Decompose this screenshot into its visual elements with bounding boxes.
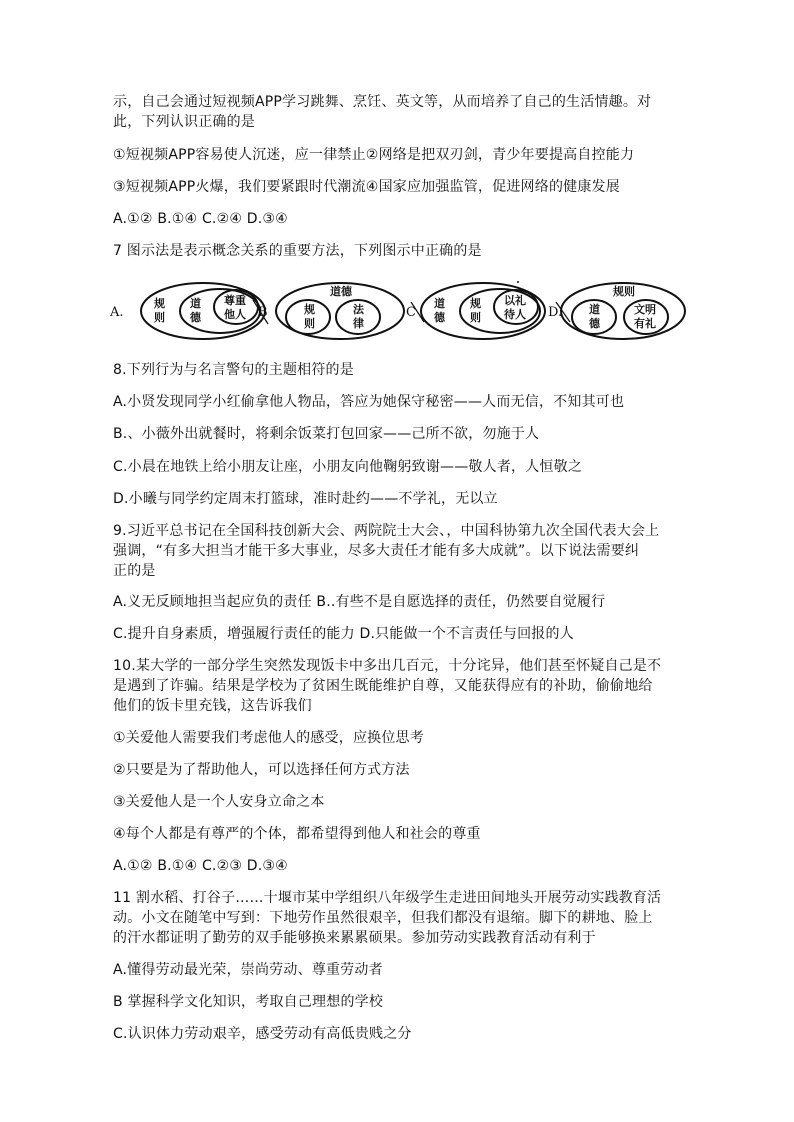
- line-1: 此，下列认识正确的是: [113, 114, 255, 130]
- diagram-a-inner-1: 尊重: [224, 294, 246, 307]
- diagram-a-outer-1: 规: [154, 297, 165, 310]
- line-29: C.认识体力劳动艰辛，感受劳动有高低贵贱之分: [113, 1026, 412, 1042]
- diagram-a-option: A.: [110, 305, 124, 320]
- diagram-b: [258, 283, 404, 339]
- diagram-b-left-1: 规: [304, 303, 315, 316]
- line-22: ④每个人都是有尊严的个体，都希望得到他人和社会的尊重: [113, 826, 481, 842]
- line-4: A.①② B.①④ C.②④ D.③④: [113, 211, 288, 227]
- line-10: D.小曦与同学约定周末打篮球，准时赴约——不学礼，无以立: [113, 491, 498, 507]
- diagram-a-middle-2: 德: [190, 311, 201, 324]
- line-25: 动。小文在随笔中写到：下地劳作虽然很艰辛，但我们都没有退缩。脚下的耕地、脸上: [113, 910, 653, 926]
- diagram-d-left-1: 道: [589, 303, 600, 316]
- diagram-d-option: D.: [548, 305, 563, 320]
- diagram-a: [109, 283, 268, 339]
- line-8: B.、小薇外出就餐时，将剩余饭菜打包回家——己所不欲，勿施于人: [113, 426, 540, 442]
- diagram-d-right-1: 文明: [634, 303, 656, 316]
- line-28: B 掌握科学文化知识，考取自己理想的学校: [113, 994, 384, 1010]
- diagram-a-inner-2: 他人: [224, 308, 246, 321]
- diagram-c-outer-2: 德: [434, 311, 445, 324]
- diagram-d-right-2: 有礼: [634, 317, 656, 330]
- diagram-b-option: B: [258, 305, 268, 320]
- line-21: ③关爱他人是一个人安身立命之本: [113, 794, 325, 810]
- diagram-b-right-1: 法: [353, 303, 364, 316]
- line-18: 他们的饭卡里充钱，这告诉我们: [113, 698, 312, 714]
- diagram-a-outer-2: 则: [154, 311, 165, 324]
- line-16: 10.某大学的一部分学生突然发现饭卡中多出几百元，十分诧异，他们甚至怀疑自己是不: [113, 658, 662, 674]
- line-9: C.小晨在地铁上给小朋友让座，小朋友向他鞠躬致谢——敬人者，人恒敬之: [113, 459, 583, 475]
- diagram-b-right-2: 律: [353, 317, 364, 330]
- concept-diagrams: [108, 278, 688, 344]
- diagram-d: [548, 283, 685, 339]
- line-26: 的汗水都证明了勤劳的双手能够换来累累硕果。参加劳动实践教育活动有利于: [113, 930, 596, 946]
- diagram-c-middle-2: 则: [470, 311, 481, 324]
- diagram-c-middle-1: 规: [470, 297, 481, 310]
- line-3: ③短视频APP火爆，我们要紧跟时代潮流④国家应加强监管，促进网络的健康发展: [113, 179, 620, 195]
- line-5: 7 图示法是表示概念关系的重要方法，下列图示中正确的是: [113, 243, 482, 259]
- line-6: 8.下列行为与名言警句的主题相符的是: [113, 362, 354, 378]
- line-23: A.①② B.①④ C.②③ D.③④: [113, 858, 288, 874]
- diagram-d-outer: 规则: [613, 285, 635, 298]
- line-24: 11 割水稻、打谷子……十堰市某中学组织八年级学生走进田间地头开展劳动实践教育活: [113, 890, 662, 906]
- diagram-b-left-2: 则: [304, 317, 315, 330]
- line-14: A.义无反顾地担当起应负的责任 B..有些不是自愿选择的责任，仍然要自觉履行: [113, 594, 606, 610]
- line-15: C.提升自身素质，增强履行责任的能力 D.只能做一个不言责任与回报的人: [113, 626, 574, 642]
- line-2: ①短视频APP容易使人沉迷，应一律禁止②网络是把双刃剑，青少年要提高自控能力: [113, 147, 635, 163]
- diagram-b-outer: 道德: [330, 285, 352, 298]
- diagram-d-left-2: 德: [589, 317, 600, 330]
- line-19: ①关爱他人需要我们考虑他人的感受，应换位思考: [113, 730, 424, 746]
- diagram-c-inner-2: 待人: [504, 308, 526, 321]
- diagram-c-outer-1: 道: [434, 297, 445, 310]
- line-11: 9.习近平总书记在全国科技创新大会、两院院士大会、，中国科协第九次全国代表大会上: [113, 523, 660, 539]
- line-27: A.懂得劳动最光荣，崇尚劳动、尊重劳动者: [113, 962, 383, 978]
- line-13: 正的是: [113, 563, 156, 579]
- diagram-a-middle-1: 道: [190, 297, 201, 310]
- line-7: A.小贤发现同学小红偷拿他人物品，答应为她保守秘密——人而无信，不知其可也: [113, 394, 625, 410]
- line-0: 示，自己会通过短视频APP学习跳舞、烹饪、英文等，从而培养了自己的生活情趣。对: [113, 94, 652, 110]
- line-12: 强调，“有多大担当才能干多大事业，尽多大责任才能有多大成就”。以下说法需要纠: [113, 543, 640, 559]
- diagram-c: [406, 281, 545, 339]
- diagram-c-inner-1: 以礼: [504, 294, 526, 307]
- line-17: 是遇到了诈骗。结果是学校为了贫困生既能维护自尊，又能获得应有的补助，偷偷地给: [113, 678, 653, 694]
- line-20: ②只要是为了帮助他人，可以选择任何方式方法: [113, 762, 410, 778]
- diagram-c-option: C: [406, 305, 416, 320]
